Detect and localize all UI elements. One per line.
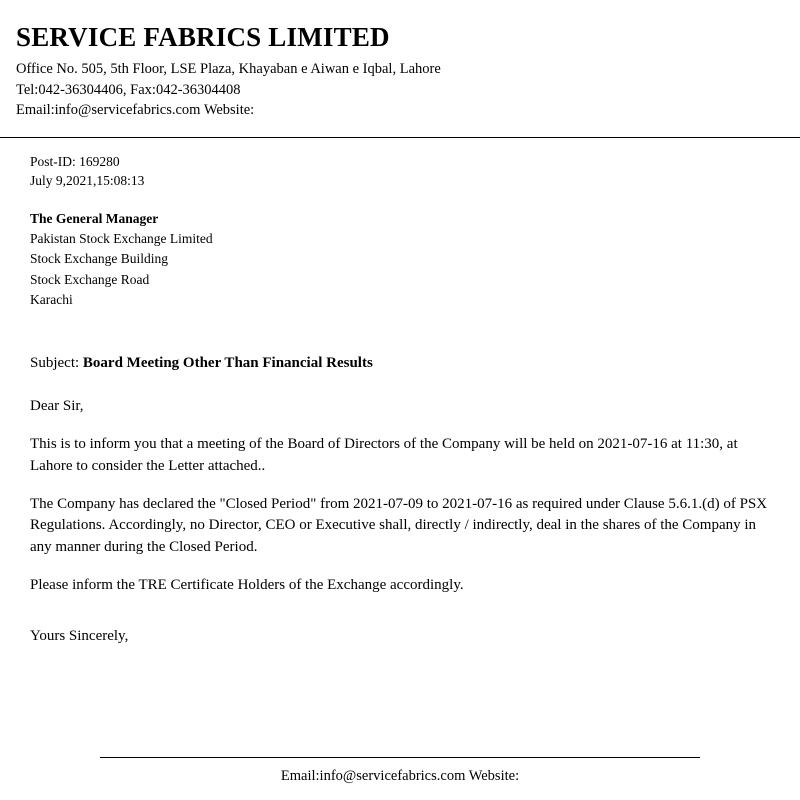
paragraph-meeting-notice: This is to inform you that a meeting of the Board of Directors of the Company will be held on 2021-07-16 at 11:30, at Lahore to consider the Letter attached.. bbox=[30, 436, 738, 474]
signoff: Yours Sincerely, bbox=[30, 627, 129, 644]
spacer bbox=[30, 478, 770, 494]
company-email-website: Email:info@servicefabrics.com Website: bbox=[16, 102, 255, 119]
company-address: Office No. 505, 5th Floor, LSE Plaza, Khayaban e Aiwan e Iqbal, Lahore bbox=[16, 61, 441, 78]
addressee-line-2: Stock Exchange Building bbox=[30, 251, 168, 267]
addressee-line-1: Pakistan Stock Exchange Limited bbox=[30, 231, 213, 247]
footer-contact: Email:info@servicefabrics.com Website: bbox=[280, 767, 520, 784]
paragraph-closed-period: The Company has declared the "Closed Period" from 2021-07-09 to 2021-07-16 as required under Clause 5.6.1.(d) of PSX Regulations. Accordingly, no Director, CEO or Executive shall, directly / indirectly, deal in the shares of the Company in any manner during the Closed Period. bbox=[30, 495, 768, 556]
post-datetime: July 9,2021,15:08:13 bbox=[30, 173, 145, 189]
addressee-line-3: Stock Exchange Road bbox=[30, 271, 150, 287]
company-phone-fax: Tel:042-36304406, Fax:042-36304408 bbox=[16, 81, 241, 98]
spacer bbox=[30, 597, 770, 625]
addressee-title: The General Manager bbox=[30, 210, 159, 226]
paragraph-tre-notice: Please inform the TRE Certificate Holders of the Exchange accordingly. bbox=[30, 576, 464, 593]
subject-label: Subject: bbox=[30, 355, 80, 372]
spacer bbox=[30, 417, 770, 434]
company-name: SERVICE FABRICS LIMITED bbox=[16, 22, 390, 52]
salutation: Dear Sir, bbox=[30, 397, 84, 414]
addressee-line-4: Karachi bbox=[30, 291, 73, 307]
spacer bbox=[30, 191, 770, 209]
subject-value: Board Meeting Other Than Financial Results bbox=[82, 355, 373, 372]
spacer bbox=[30, 310, 770, 352]
spacer bbox=[30, 375, 770, 395]
letter-body bbox=[0, 138, 800, 647]
spacer bbox=[30, 559, 770, 575]
footer bbox=[0, 757, 800, 786]
letterhead bbox=[0, 0, 800, 127]
post-id: Post-ID: 169280 bbox=[30, 153, 120, 169]
footer-divider bbox=[100, 757, 700, 758]
subject-row bbox=[30, 352, 770, 375]
